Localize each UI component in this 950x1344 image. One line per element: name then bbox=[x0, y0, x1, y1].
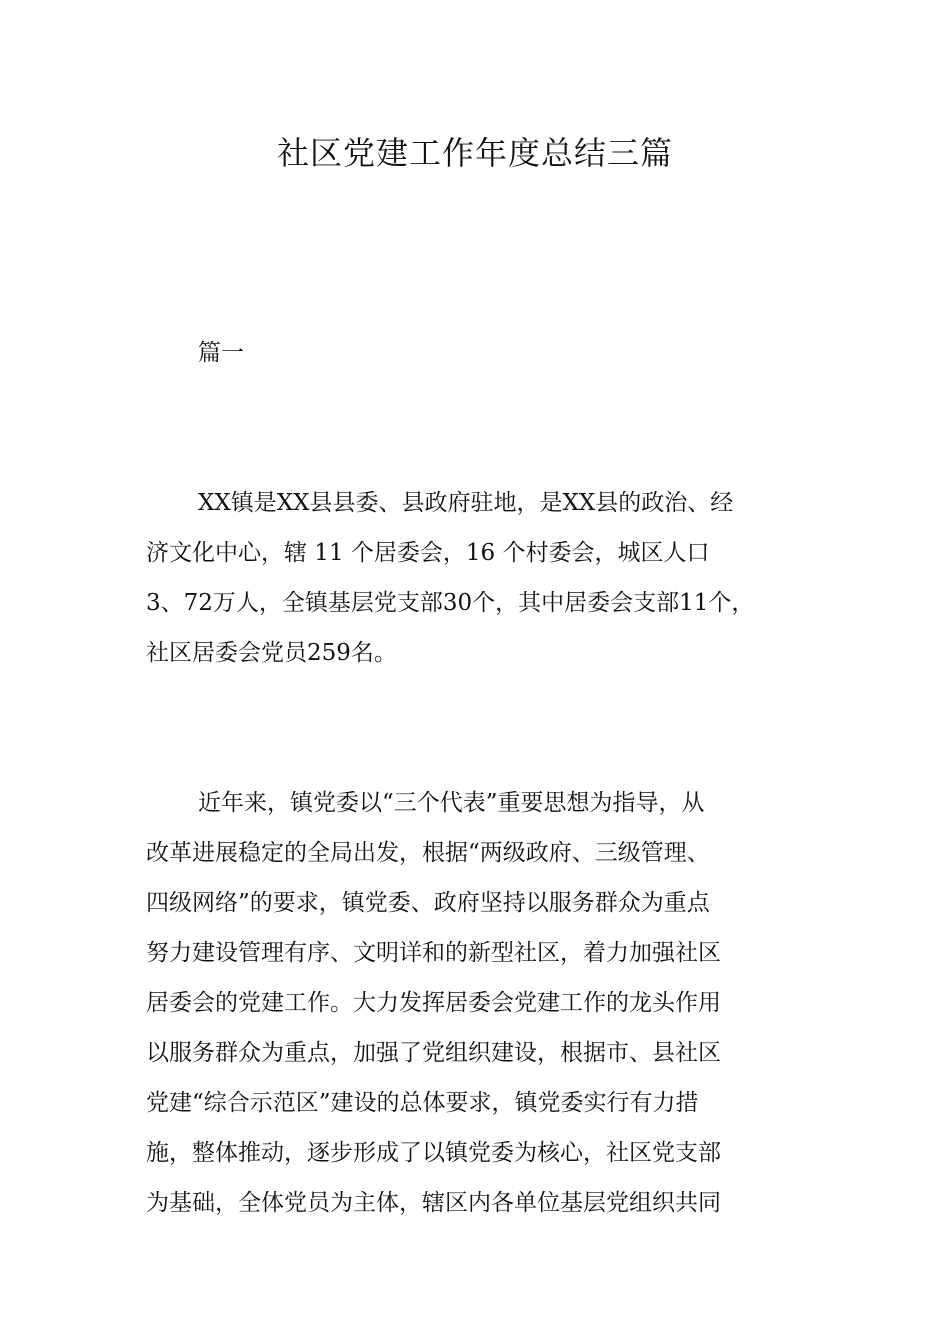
paragraph-line: 努力建设管理有序、文明详和的新型社区，着力加强社区 bbox=[146, 940, 721, 966]
section-label: 篇一 bbox=[198, 340, 244, 366]
paragraph-line: 改革进展稳定的全局出发，根据“两级政府、三级管理、 bbox=[146, 840, 710, 866]
paragraph-line: 施，整体推动，逐步形成了以镇党委为核心，社区党支部 bbox=[146, 1140, 721, 1166]
paragraph-line: 3、72万人，全镇基层党支部30个，其中居委会支部11个， bbox=[146, 590, 755, 616]
document-title: 社区党建工作年度总结三篇 bbox=[276, 134, 673, 172]
paragraph-line: 党建“综合示范区”建设的总体要求，镇党委实行有力措 bbox=[146, 1090, 699, 1116]
paragraph-line: 为基础，全体党员为主体，辖区内各单位基层党组织共同 bbox=[146, 1190, 721, 1216]
paragraph-line: 居委会的党建工作。大力发挥居委会党建工作的龙头作用 bbox=[146, 990, 721, 1016]
paragraph-line: 社区居委会党员259名。 bbox=[146, 640, 397, 666]
paragraph-line: 济文化中心，辖 11 个居委会，16 个村委会，城区人口 bbox=[146, 540, 710, 566]
paragraph-line: XX镇是XX县县委、县政府驻地，是XX县的政治、经 bbox=[198, 490, 734, 516]
paragraph-line: 近年来，镇党委以“三个代表”重要思想为指导，从 bbox=[198, 790, 705, 816]
paragraph-line: 以服务群众为重点，加强了党组织建设，根据市、县社区 bbox=[146, 1040, 721, 1066]
paragraph-line: 四级网络”的要求，镇党委、政府坚持以服务群众为重点 bbox=[146, 890, 710, 916]
